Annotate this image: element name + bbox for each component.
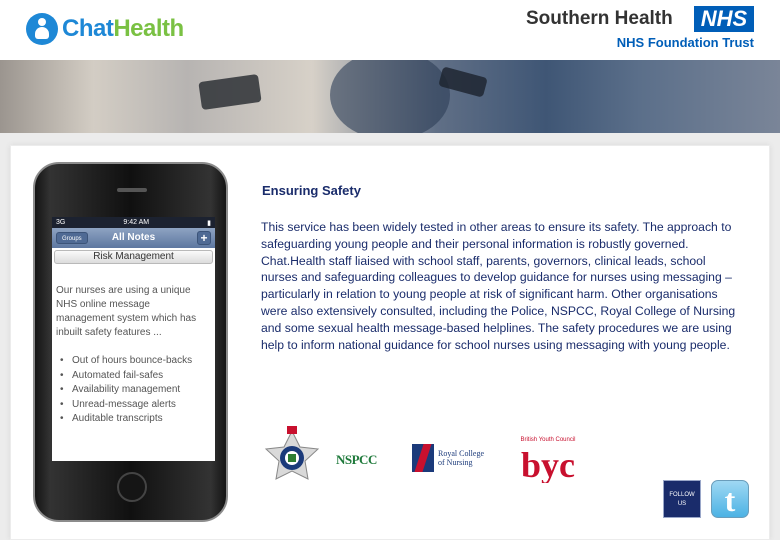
add-note-button[interactable]: + — [197, 231, 211, 245]
phone-intro-text: Our nurses are using a unique NHS online message management system which has inbuilt safety features ... — [56, 285, 197, 338]
follow-us-button[interactable]: FOLLOW US — [663, 480, 701, 518]
nspcc-logo: NSPCC — [336, 452, 377, 467]
trust-name: Southern Health — [526, 8, 673, 29]
southern-health-logo[interactable] — [526, 4, 766, 54]
svg-text:byc: byc — [521, 445, 575, 483]
carrier-label: 3G — [56, 219, 66, 226]
police-crest-icon — [262, 425, 322, 487]
all-notes-title: All Notes — [111, 232, 156, 243]
byc-logo — [516, 437, 580, 485]
nhs-badge: NHS — [694, 6, 754, 32]
phone-status-bar — [52, 217, 215, 228]
chathealth-logo[interactable] — [26, 12, 184, 46]
list-item: • Auditable transcripts — [72, 412, 215, 427]
banner-phone-left — [198, 74, 261, 110]
rcn-logo — [412, 443, 484, 473]
battery-icon: ▮ — [207, 219, 211, 227]
twitter-glyph: t — [724, 482, 736, 518]
phone-home-button — [117, 472, 147, 502]
banner-figure — [330, 60, 450, 133]
list-item: • Out of hours bounce-backs — [72, 354, 215, 369]
rcn-wordmark: Royal College of Nursing — [438, 449, 484, 467]
list-item: • Unread-message alerts — [72, 398, 215, 413]
byc-letters-icon — [516, 443, 580, 483]
groups-back-button[interactable]: Groups — [56, 232, 88, 244]
chathealth-person-icon — [26, 13, 58, 45]
page-title: Ensuring Safety — [262, 183, 361, 198]
chathealth-wordmark: ChatHealth — [62, 15, 184, 42]
phone-speaker — [117, 188, 147, 192]
hero-banner-photo — [0, 60, 780, 133]
list-item: • Automated fail-safes — [72, 369, 215, 384]
list-item: • Availability management — [72, 383, 215, 398]
phone-mockup — [33, 162, 228, 522]
status-time: 9:42 AM — [123, 219, 150, 226]
safety-description: This service has been widely tested in other areas to ensure its safety. The approach to safeguarding young people and their personal information is robustly governed. Chat.Health staff liaised with school staff, parents, governors, clinical leads, school nurses and safeguarding colleagues to develop guidance for nurses using messaging – particularly in relation to young people at risk of significant harm. Other organisations were also extensively consulted, including the Police, NSPCC, Royal College of Nursing and some sexual health message-based helplines. The safety procedures we are using help to inform national guidance for school nurses using messaging with young people. — [261, 220, 736, 352]
twitter-icon[interactable] — [711, 480, 749, 518]
phone-nav-bar — [52, 228, 215, 248]
risk-management-bar[interactable]: Risk Management — [54, 250, 213, 264]
byc-title: British Youth Council — [520, 437, 576, 443]
rcn-mark-icon — [412, 444, 434, 472]
safety-features-list — [52, 354, 215, 427]
trust-subtitle: NHS Foundation Trust — [616, 35, 754, 50]
phone-screen — [52, 217, 215, 461]
site-header — [0, 0, 780, 60]
